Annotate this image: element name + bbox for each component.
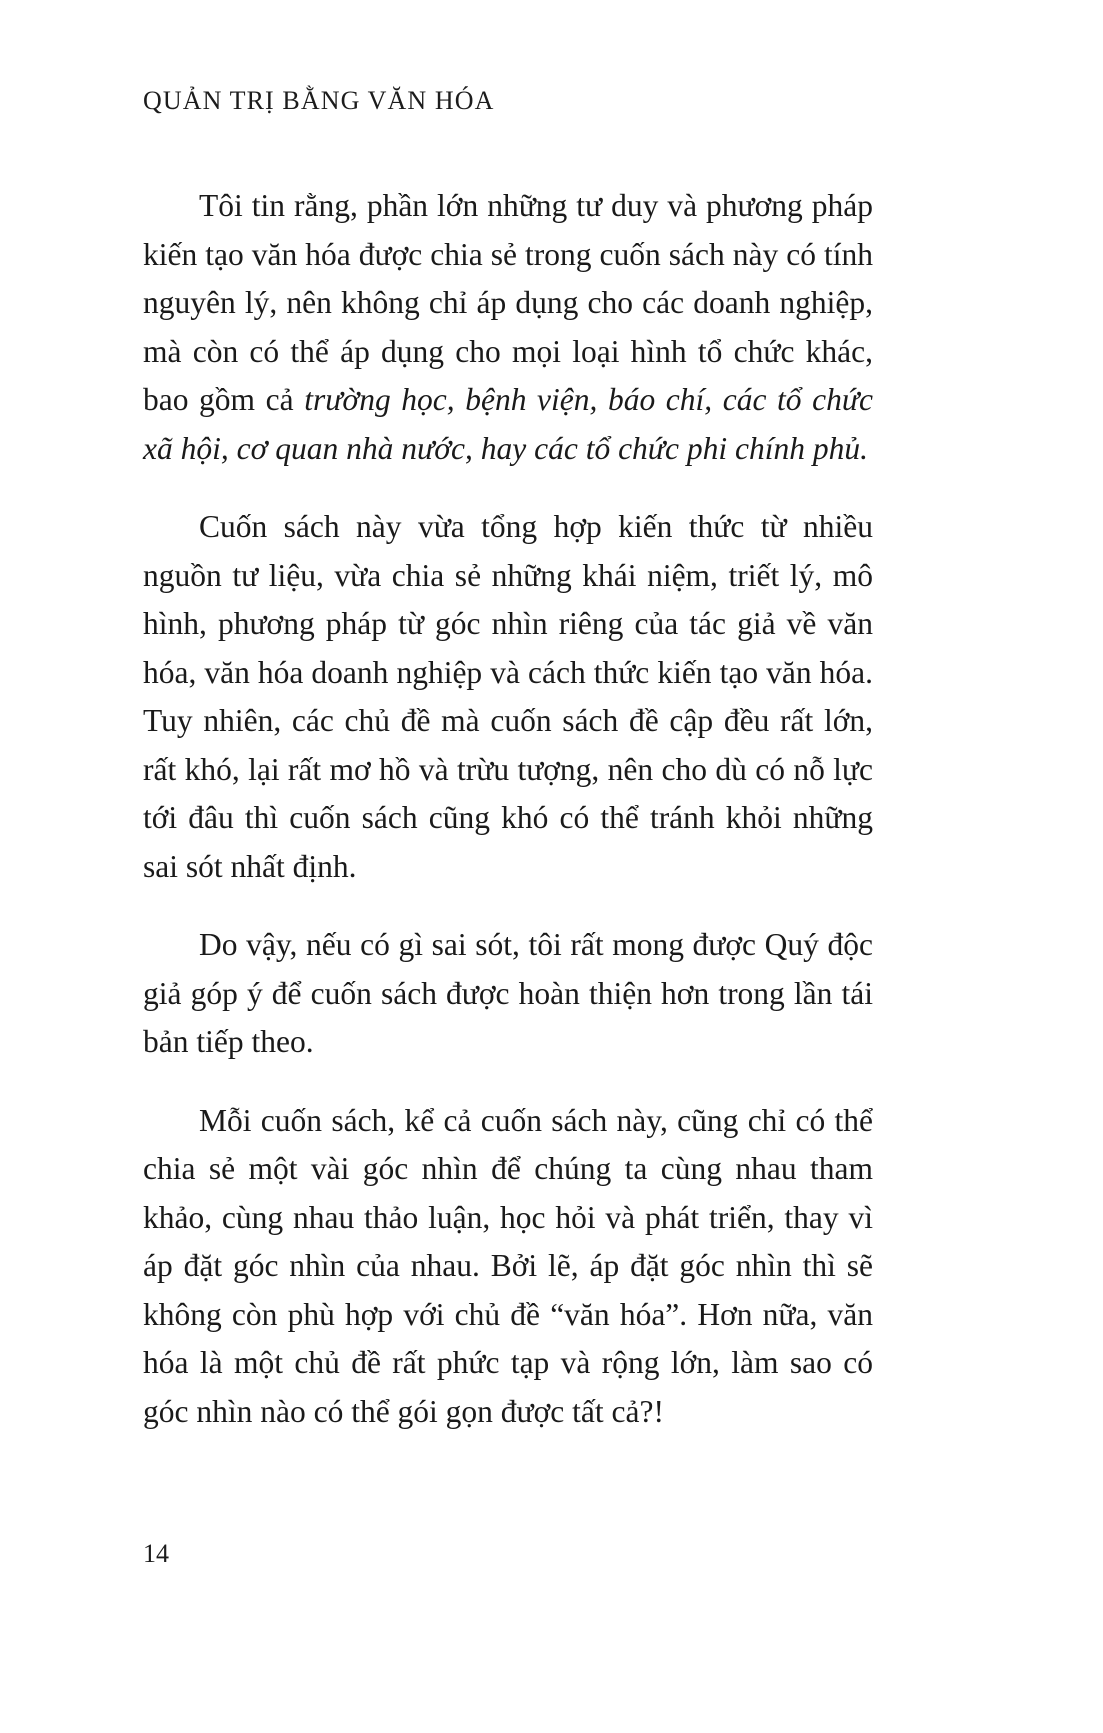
paragraph-2: [143, 503, 873, 891]
paragraph-4: [143, 1097, 873, 1437]
page-text-block: [143, 0, 873, 1733]
paragraph-1: [143, 182, 873, 473]
paragraph-1-lead-text: Tôi tin rằng, phần lớn những tư duy và phương pháp kiến tạo văn hóa được chia sẻ trong cuốn sách này có tính nguyên lý, nên không chỉ áp dụng cho các doanh nghiệp, mà còn có thể áp dụng cho mọi loại hình tổ chức khác, bao gồm cả: [143, 188, 873, 417]
paragraph-3-text: Do vậy, nếu có gì sai sót, tôi rất mong được Quý độc giả góp ý để cuốn sách được hoàn thiện hơn trong lần tái bản tiếp theo.: [143, 927, 873, 1059]
body-copy: [143, 182, 873, 1436]
paragraph-4-text: Mỗi cuốn sách, kể cả cuốn sách này, cũng chỉ có thể chia sẻ một vài góc nhìn để chúng ta cùng nhau tham khảo, cùng nhau thảo luận, học hỏi và phát triển, thay vì áp đặt góc nhìn của nhau. Bởi lẽ, áp đặt góc nhìn thì sẽ không còn phù hợp với chủ đề “văn hóa”. Hơn nữa, văn hóa là một chủ đề rất phức tạp và rộng lớn, làm sao có góc nhìn nào có thể gói gọn được tất cả?!: [143, 1102, 873, 1429]
paragraph-3: [143, 921, 873, 1067]
paragraph-2-text: Cuốn sách này vừa tổng hợp kiến thức từ nhiều nguồn tư liệu, vừa chia sẻ những khái niệm, triết lý, mô hình, phương pháp từ góc nhìn riêng của tác giả về văn hóa, văn hóa doanh nghiệp và cách thức kiến tạo văn hóa. Tuy nhiên, các chủ đề mà cuốn sách đề cập đều rất lớn, rất khó, lại rất mơ hồ và trừu tượng, nên cho dù có nỗ lực tới đâu thì cuốn sách cũng khó có thể tránh khỏi những sai sót nhất định.: [143, 509, 873, 884]
running-header: QUẢN TRỊ BẰNG VĂN HÓA: [143, 86, 495, 115]
page-number: 14: [143, 1539, 169, 1568]
paragraph-1-italic-text: trường học, bệnh viện, báo chí, các tổ chức xã hội, cơ quan nhà nước, hay các tổ chức phi chính phủ.: [143, 382, 873, 466]
